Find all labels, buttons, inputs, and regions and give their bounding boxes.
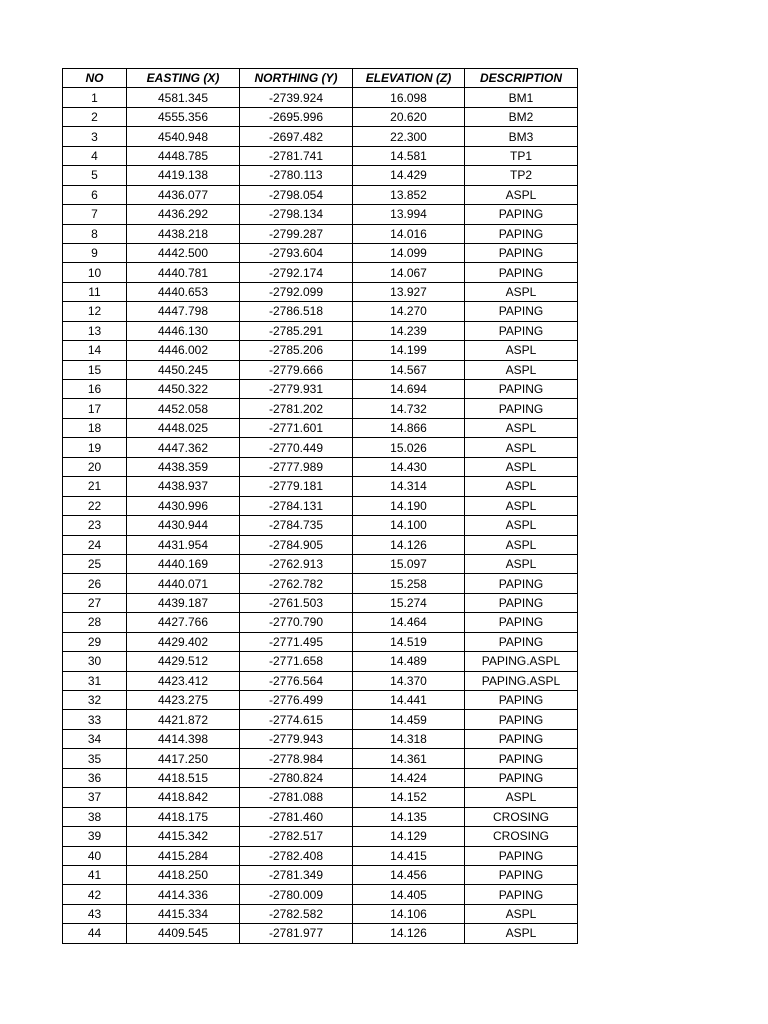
- table-row: [63, 282, 578, 301]
- description-value: ASPL: [465, 904, 578, 923]
- table-row: [63, 827, 578, 846]
- point-number: 42: [63, 885, 127, 904]
- table-row: [63, 399, 578, 418]
- table-row: [63, 593, 578, 612]
- northing-value: -2770.790: [240, 613, 353, 632]
- northing-value: -2779.666: [240, 360, 353, 379]
- easting-value: 4439.187: [127, 593, 240, 612]
- northing-value: -2784.735: [240, 516, 353, 535]
- table-row: [63, 749, 578, 768]
- table-row: [63, 127, 578, 146]
- description-value: ASPL: [465, 185, 578, 204]
- table-row: [63, 477, 578, 496]
- elevation-value: 14.016: [353, 224, 465, 243]
- table-row: [63, 516, 578, 535]
- point-number: 40: [63, 846, 127, 865]
- easting-value: 4427.766: [127, 613, 240, 632]
- easting-value: 4442.500: [127, 243, 240, 262]
- easting-value: 4436.077: [127, 185, 240, 204]
- description-value: ASPL: [465, 788, 578, 807]
- table-row: [63, 846, 578, 865]
- description-value: BM2: [465, 107, 578, 126]
- easting-value: 4446.130: [127, 321, 240, 340]
- table-row: [63, 807, 578, 826]
- point-number: 28: [63, 613, 127, 632]
- elevation-value: 14.415: [353, 846, 465, 865]
- table-row: [63, 107, 578, 126]
- description-value: PAPING: [465, 205, 578, 224]
- easting-value: 4431.954: [127, 535, 240, 554]
- northing-value: -2781.977: [240, 924, 353, 943]
- description-value: BM3: [465, 127, 578, 146]
- table-row: [63, 535, 578, 554]
- point-number: 14: [63, 341, 127, 360]
- northing-value: -2781.088: [240, 788, 353, 807]
- table-row: [63, 632, 578, 651]
- northing-value: -2782.408: [240, 846, 353, 865]
- point-number: 43: [63, 904, 127, 923]
- elevation-value: 14.270: [353, 302, 465, 321]
- point-number: 15: [63, 360, 127, 379]
- table-row: [63, 788, 578, 807]
- elevation-value: 15.026: [353, 438, 465, 457]
- northing-value: -2761.503: [240, 593, 353, 612]
- easting-value: 4415.284: [127, 846, 240, 865]
- elevation-value: 14.152: [353, 788, 465, 807]
- point-number: 6: [63, 185, 127, 204]
- northing-value: -2792.174: [240, 263, 353, 282]
- point-number: 9: [63, 243, 127, 262]
- northing-value: -2771.495: [240, 632, 353, 651]
- elevation-value: 14.405: [353, 885, 465, 904]
- header-description: DESCRIPTION: [465, 69, 578, 88]
- description-value: PAPING: [465, 593, 578, 612]
- description-value: PAPING: [465, 632, 578, 651]
- table-row: [63, 729, 578, 748]
- table-row: [63, 341, 578, 360]
- elevation-value: 14.106: [353, 904, 465, 923]
- easting-value: 4450.245: [127, 360, 240, 379]
- elevation-value: 14.100: [353, 516, 465, 535]
- easting-value: 4581.345: [127, 88, 240, 107]
- point-number: 20: [63, 457, 127, 476]
- survey-points-table: [62, 68, 578, 944]
- northing-value: -2774.615: [240, 710, 353, 729]
- northing-value: -2781.349: [240, 865, 353, 884]
- table-row: [63, 205, 578, 224]
- table-row: [63, 263, 578, 282]
- easting-value: 4421.872: [127, 710, 240, 729]
- table-row: [63, 146, 578, 165]
- table-row: [63, 496, 578, 515]
- elevation-value: 14.199: [353, 341, 465, 360]
- easting-value: 4419.138: [127, 166, 240, 185]
- point-number: 35: [63, 749, 127, 768]
- elevation-value: 14.370: [353, 671, 465, 690]
- northing-value: -2798.054: [240, 185, 353, 204]
- table-row: [63, 243, 578, 262]
- elevation-value: 20.620: [353, 107, 465, 126]
- description-value: BM1: [465, 88, 578, 107]
- elevation-value: 14.489: [353, 652, 465, 671]
- elevation-value: 14.126: [353, 535, 465, 554]
- elevation-value: 14.099: [353, 243, 465, 262]
- northing-value: -2762.782: [240, 574, 353, 593]
- table-row: [63, 185, 578, 204]
- point-number: 36: [63, 768, 127, 787]
- table-body: [63, 88, 578, 943]
- northing-value: -2771.658: [240, 652, 353, 671]
- point-number: 38: [63, 807, 127, 826]
- elevation-value: 13.927: [353, 282, 465, 301]
- northing-value: -2786.518: [240, 302, 353, 321]
- easting-value: 4430.944: [127, 516, 240, 535]
- table-row: [63, 768, 578, 787]
- elevation-value: 14.318: [353, 729, 465, 748]
- point-number: 25: [63, 554, 127, 573]
- description-value: ASPL: [465, 516, 578, 535]
- table-row: [63, 924, 578, 943]
- point-number: 34: [63, 729, 127, 748]
- description-value: ASPL: [465, 282, 578, 301]
- elevation-value: 14.314: [353, 477, 465, 496]
- elevation-value: 14.135: [353, 807, 465, 826]
- description-value: TP2: [465, 166, 578, 185]
- point-number: 26: [63, 574, 127, 593]
- point-number: 7: [63, 205, 127, 224]
- northing-value: -2780.113: [240, 166, 353, 185]
- northing-value: -2777.989: [240, 457, 353, 476]
- table-row: [63, 671, 578, 690]
- table-row: [63, 710, 578, 729]
- point-number: 29: [63, 632, 127, 651]
- northing-value: -2785.206: [240, 341, 353, 360]
- elevation-value: 15.258: [353, 574, 465, 593]
- description-value: PAPING: [465, 613, 578, 632]
- description-value: PAPING: [465, 321, 578, 340]
- point-number: 11: [63, 282, 127, 301]
- elevation-value: 14.430: [353, 457, 465, 476]
- table-row: [63, 885, 578, 904]
- point-number: 27: [63, 593, 127, 612]
- easting-value: 4415.334: [127, 904, 240, 923]
- point-number: 22: [63, 496, 127, 515]
- easting-value: 4418.250: [127, 865, 240, 884]
- elevation-value: 14.459: [353, 710, 465, 729]
- easting-value: 4446.002: [127, 341, 240, 360]
- point-number: 12: [63, 302, 127, 321]
- easting-value: 4447.798: [127, 302, 240, 321]
- easting-value: 4440.653: [127, 282, 240, 301]
- description-value: PAPING: [465, 380, 578, 399]
- description-value: PAPING: [465, 710, 578, 729]
- easting-value: 4414.336: [127, 885, 240, 904]
- table-row: [63, 652, 578, 671]
- elevation-value: 14.464: [353, 613, 465, 632]
- description-value: PAPING: [465, 243, 578, 262]
- table-row: [63, 88, 578, 107]
- easting-value: 4450.322: [127, 380, 240, 399]
- description-value: PAPING: [465, 224, 578, 243]
- elevation-value: 14.424: [353, 768, 465, 787]
- description-value: ASPL: [465, 554, 578, 573]
- easting-value: 4438.937: [127, 477, 240, 496]
- northing-value: -2792.099: [240, 282, 353, 301]
- table-row: [63, 691, 578, 710]
- table-row: [63, 166, 578, 185]
- elevation-value: 13.852: [353, 185, 465, 204]
- easting-value: 4440.169: [127, 554, 240, 573]
- description-value: PAPING: [465, 691, 578, 710]
- easting-value: 4440.781: [127, 263, 240, 282]
- northing-value: -2781.460: [240, 807, 353, 826]
- table-row: [63, 438, 578, 457]
- elevation-value: 15.097: [353, 554, 465, 573]
- description-value: CROSING: [465, 827, 578, 846]
- easting-value: 4417.250: [127, 749, 240, 768]
- point-number: 23: [63, 516, 127, 535]
- northing-value: -2779.943: [240, 729, 353, 748]
- easting-value: 4438.218: [127, 224, 240, 243]
- northing-value: -2697.482: [240, 127, 353, 146]
- elevation-value: 15.274: [353, 593, 465, 612]
- northing-value: -2782.517: [240, 827, 353, 846]
- easting-value: 4418.842: [127, 788, 240, 807]
- easting-value: 4430.996: [127, 496, 240, 515]
- point-number: 30: [63, 652, 127, 671]
- description-value: PAPING: [465, 749, 578, 768]
- point-number: 3: [63, 127, 127, 146]
- point-number: 4: [63, 146, 127, 165]
- easting-value: 4418.175: [127, 807, 240, 826]
- table-row: [63, 418, 578, 437]
- easting-value: 4448.785: [127, 146, 240, 165]
- point-number: 31: [63, 671, 127, 690]
- header-easting: EASTING (X): [127, 69, 240, 88]
- elevation-value: 14.067: [353, 263, 465, 282]
- description-value: PAPING: [465, 399, 578, 418]
- table-row: [63, 457, 578, 476]
- elevation-value: 14.126: [353, 924, 465, 943]
- easting-value: 4429.512: [127, 652, 240, 671]
- northing-value: -2781.741: [240, 146, 353, 165]
- point-number: 1: [63, 88, 127, 107]
- point-number: 16: [63, 380, 127, 399]
- description-value: PAPING.ASPL: [465, 652, 578, 671]
- elevation-value: 14.361: [353, 749, 465, 768]
- point-number: 33: [63, 710, 127, 729]
- easting-value: 4423.412: [127, 671, 240, 690]
- elevation-value: 14.429: [353, 166, 465, 185]
- elevation-value: 14.129: [353, 827, 465, 846]
- description-value: PAPING: [465, 302, 578, 321]
- elevation-value: 14.581: [353, 146, 465, 165]
- table-row: [63, 380, 578, 399]
- description-value: ASPL: [465, 418, 578, 437]
- elevation-value: 14.456: [353, 865, 465, 884]
- description-value: TP1: [465, 146, 578, 165]
- elevation-value: 14.519: [353, 632, 465, 651]
- description-value: ASPL: [465, 535, 578, 554]
- easting-value: 4415.342: [127, 827, 240, 846]
- description-value: ASPL: [465, 438, 578, 457]
- northing-value: -2781.202: [240, 399, 353, 418]
- description-value: ASPL: [465, 496, 578, 515]
- point-number: 2: [63, 107, 127, 126]
- description-value: PAPING: [465, 263, 578, 282]
- easting-value: 4438.359: [127, 457, 240, 476]
- elevation-value: 14.732: [353, 399, 465, 418]
- point-number: 10: [63, 263, 127, 282]
- easting-value: 4452.058: [127, 399, 240, 418]
- elevation-value: 13.994: [353, 205, 465, 224]
- point-number: 19: [63, 438, 127, 457]
- table-row: [63, 224, 578, 243]
- easting-value: 4448.025: [127, 418, 240, 437]
- elevation-value: 16.098: [353, 88, 465, 107]
- header-northing: NORTHING (Y): [240, 69, 353, 88]
- easting-value: 4409.545: [127, 924, 240, 943]
- elevation-value: 14.866: [353, 418, 465, 437]
- header-row: [63, 69, 578, 88]
- header-no: NO: [63, 69, 127, 88]
- point-number: 41: [63, 865, 127, 884]
- northing-value: -2793.604: [240, 243, 353, 262]
- point-number: 44: [63, 924, 127, 943]
- northing-value: -2770.449: [240, 438, 353, 457]
- easting-value: 4555.356: [127, 107, 240, 126]
- point-number: 8: [63, 224, 127, 243]
- northing-value: -2776.564: [240, 671, 353, 690]
- easting-value: 4423.275: [127, 691, 240, 710]
- northing-value: -2771.601: [240, 418, 353, 437]
- elevation-value: 14.567: [353, 360, 465, 379]
- description-value: PAPING: [465, 574, 578, 593]
- description-value: PAPING: [465, 846, 578, 865]
- point-number: 13: [63, 321, 127, 340]
- point-number: 5: [63, 166, 127, 185]
- point-number: 18: [63, 418, 127, 437]
- table-row: [63, 613, 578, 632]
- northing-value: -2739.924: [240, 88, 353, 107]
- northing-value: -2762.913: [240, 554, 353, 573]
- easting-value: 4540.948: [127, 127, 240, 146]
- table-row: [63, 904, 578, 923]
- easting-value: 4447.362: [127, 438, 240, 457]
- easting-value: 4414.398: [127, 729, 240, 748]
- description-value: PAPING: [465, 729, 578, 748]
- northing-value: -2782.582: [240, 904, 353, 923]
- elevation-value: 14.239: [353, 321, 465, 340]
- northing-value: -2785.291: [240, 321, 353, 340]
- northing-value: -2778.984: [240, 749, 353, 768]
- point-number: 17: [63, 399, 127, 418]
- table-row: [63, 321, 578, 340]
- description-value: ASPL: [465, 477, 578, 496]
- northing-value: -2780.009: [240, 885, 353, 904]
- northing-value: -2799.287: [240, 224, 353, 243]
- table-row: [63, 554, 578, 573]
- northing-value: -2776.499: [240, 691, 353, 710]
- northing-value: -2695.996: [240, 107, 353, 126]
- description-value: PAPING: [465, 885, 578, 904]
- easting-value: 4429.402: [127, 632, 240, 651]
- elevation-value: 14.694: [353, 380, 465, 399]
- header-elevation: ELEVATION (Z): [353, 69, 465, 88]
- point-number: 39: [63, 827, 127, 846]
- point-number: 37: [63, 788, 127, 807]
- description-value: PAPING: [465, 768, 578, 787]
- northing-value: -2779.931: [240, 380, 353, 399]
- easting-value: 4440.071: [127, 574, 240, 593]
- table-row: [63, 360, 578, 379]
- elevation-value: 14.190: [353, 496, 465, 515]
- elevation-value: 22.300: [353, 127, 465, 146]
- easting-value: 4436.292: [127, 205, 240, 224]
- northing-value: -2780.824: [240, 768, 353, 787]
- description-value: PAPING: [465, 865, 578, 884]
- description-value: ASPL: [465, 341, 578, 360]
- point-number: 24: [63, 535, 127, 554]
- northing-value: -2779.181: [240, 477, 353, 496]
- table-row: [63, 574, 578, 593]
- point-number: 21: [63, 477, 127, 496]
- table-row: [63, 302, 578, 321]
- description-value: ASPL: [465, 924, 578, 943]
- description-value: ASPL: [465, 457, 578, 476]
- northing-value: -2798.134: [240, 205, 353, 224]
- description-value: CROSING: [465, 807, 578, 826]
- description-value: ASPL: [465, 360, 578, 379]
- northing-value: -2784.131: [240, 496, 353, 515]
- description-value: PAPING.ASPL: [465, 671, 578, 690]
- elevation-value: 14.441: [353, 691, 465, 710]
- table-row: [63, 865, 578, 884]
- point-number: 32: [63, 691, 127, 710]
- easting-value: 4418.515: [127, 768, 240, 787]
- northing-value: -2784.905: [240, 535, 353, 554]
